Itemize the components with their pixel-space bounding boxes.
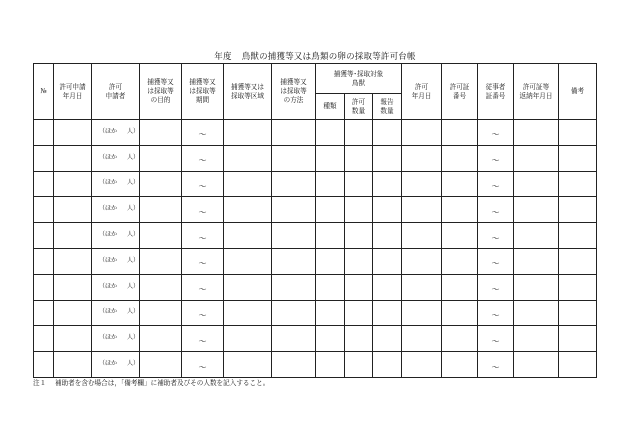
header-target-group: 捕獲等･採取対象 鳥獣 — [316, 64, 402, 94]
cell-period[interactable] — [182, 120, 224, 146]
footnote-number: 注１ — [33, 379, 47, 387]
cell-permit-date[interactable] — [402, 300, 442, 326]
cell-worker-cert-no[interactable] — [478, 248, 514, 274]
range-tilde-mark: ～ — [198, 362, 207, 372]
cell-remarks[interactable] — [559, 352, 597, 378]
cell-target-kind[interactable] — [316, 145, 345, 171]
cell-application-date[interactable] — [54, 145, 92, 171]
range-tilde-mark: ～ — [491, 259, 500, 269]
range-tilde-mark: ～ — [491, 362, 500, 372]
applicant-others-note: （ほか 人） — [99, 282, 140, 290]
cell-period[interactable] — [182, 300, 224, 326]
cell-period[interactable] — [182, 223, 224, 249]
cell-target-kind[interactable] — [316, 197, 345, 223]
header-applicant: 許可 申請者 — [92, 64, 140, 120]
range-tilde-mark: ～ — [491, 181, 500, 191]
header-target-kind: 種類 — [316, 94, 345, 120]
cell-target-permit-qty[interactable] — [345, 120, 373, 146]
cell-purpose[interactable] — [140, 197, 182, 223]
range-tilde-mark: ～ — [198, 233, 207, 243]
cell-method[interactable] — [272, 223, 316, 249]
applicant-others-note: （ほか 人） — [99, 308, 140, 316]
cell-remarks[interactable] — [559, 300, 597, 326]
cell-permit-cert-no[interactable] — [442, 120, 478, 146]
cell-no[interactable] — [34, 145, 54, 171]
cell-purpose[interactable] — [140, 326, 182, 352]
cell-cert-return-date[interactable] — [514, 352, 559, 378]
cell-permit-cert-no[interactable] — [442, 326, 478, 352]
cell-permit-date[interactable] — [402, 171, 442, 197]
title-main: 鳥獣の捕獲等又は鳥類の卵の採取等許可台帳 — [241, 52, 416, 62]
header-application-date: 許可申請 年月日 — [54, 64, 92, 120]
ledger-body — [34, 120, 597, 378]
cell-applicant[interactable] — [92, 300, 140, 326]
cell-area[interactable] — [224, 145, 272, 171]
cell-application-date[interactable] — [54, 274, 92, 300]
cell-period[interactable] — [182, 352, 224, 378]
table-row — [34, 197, 597, 223]
applicant-others-note: （ほか 人） — [99, 153, 140, 161]
cell-target-report-qty[interactable] — [373, 171, 402, 197]
header-permit-date: 許可 年月日 — [402, 64, 442, 120]
cell-purpose[interactable] — [140, 300, 182, 326]
cell-target-report-qty[interactable] — [373, 197, 402, 223]
cell-no[interactable] — [34, 248, 54, 274]
cell-target-kind[interactable] — [316, 274, 345, 300]
footnote — [33, 377, 269, 387]
cell-target-report-qty[interactable] — [373, 300, 402, 326]
cell-target-kind[interactable] — [316, 120, 345, 146]
cell-target-report-qty[interactable] — [373, 145, 402, 171]
cell-cert-return-date[interactable] — [514, 223, 559, 249]
cell-target-kind[interactable] — [316, 171, 345, 197]
cell-application-date[interactable] — [54, 326, 92, 352]
cell-application-date[interactable] — [54, 171, 92, 197]
applicant-others-note: （ほか 人） — [99, 334, 140, 342]
applicant-others-note: （ほか 人） — [99, 127, 140, 135]
cell-cert-return-date[interactable] — [514, 248, 559, 274]
cell-target-kind[interactable] — [316, 352, 345, 378]
cell-period[interactable] — [182, 145, 224, 171]
cell-applicant[interactable] — [92, 326, 140, 352]
range-tilde-mark: ～ — [491, 310, 500, 320]
cell-worker-cert-no[interactable] — [478, 171, 514, 197]
applicant-others-note: （ほか 人） — [99, 205, 140, 213]
table-row — [34, 120, 597, 146]
header-worker-cert-no: 従事者 証番号 — [478, 64, 514, 120]
cell-method[interactable] — [272, 248, 316, 274]
cell-area[interactable] — [224, 120, 272, 146]
cell-remarks[interactable] — [559, 326, 597, 352]
cell-cert-return-date[interactable] — [514, 274, 559, 300]
cell-applicant[interactable] — [92, 352, 140, 378]
range-tilde-mark: ～ — [198, 285, 207, 295]
cell-permit-cert-no[interactable] — [442, 171, 478, 197]
cell-no[interactable] — [34, 120, 54, 146]
cell-area[interactable] — [224, 197, 272, 223]
cell-purpose[interactable] — [140, 248, 182, 274]
cell-purpose[interactable] — [140, 223, 182, 249]
cell-application-date[interactable] — [54, 197, 92, 223]
cell-target-kind[interactable] — [316, 300, 345, 326]
cell-application-date[interactable] — [54, 352, 92, 378]
range-tilde-mark: ～ — [491, 130, 500, 140]
range-tilde-mark: ～ — [491, 285, 500, 295]
cell-worker-cert-no[interactable] — [478, 197, 514, 223]
header-purpose: 捕獲等又 は採取等 の目的 — [140, 64, 182, 120]
cell-applicant[interactable] — [92, 197, 140, 223]
cell-target-report-qty[interactable] — [373, 223, 402, 249]
cell-target-permit-qty[interactable] — [345, 197, 373, 223]
cell-remarks[interactable] — [559, 120, 597, 146]
cell-target-kind[interactable] — [316, 223, 345, 249]
cell-remarks[interactable] — [559, 274, 597, 300]
cell-period[interactable] — [182, 171, 224, 197]
cell-method[interactable] — [272, 171, 316, 197]
cell-period[interactable] — [182, 326, 224, 352]
cell-target-permit-qty[interactable] — [345, 326, 373, 352]
header-method: 捕獲等又 は採取等 の方法 — [272, 64, 316, 120]
cell-no[interactable] — [34, 197, 54, 223]
cell-permit-date[interactable] — [402, 352, 442, 378]
cell-period[interactable] — [182, 274, 224, 300]
cell-applicant[interactable] — [92, 171, 140, 197]
cell-permit-cert-no[interactable] — [442, 352, 478, 378]
cell-no[interactable] — [34, 223, 54, 249]
ledger-title — [0, 50, 630, 62]
range-tilde-mark: ～ — [491, 233, 500, 243]
cell-target-permit-qty[interactable] — [345, 248, 373, 274]
cell-target-permit-qty[interactable] — [345, 145, 373, 171]
cell-target-report-qty[interactable] — [373, 274, 402, 300]
cell-applicant[interactable] — [92, 120, 140, 146]
cell-applicant[interactable] — [92, 248, 140, 274]
cell-permit-cert-no[interactable] — [442, 197, 478, 223]
cell-area[interactable] — [224, 300, 272, 326]
cell-period[interactable] — [182, 197, 224, 223]
cell-no[interactable] — [34, 326, 54, 352]
cell-purpose[interactable] — [140, 145, 182, 171]
cell-purpose[interactable] — [140, 274, 182, 300]
cell-target-report-qty[interactable] — [373, 120, 402, 146]
cell-period[interactable] — [182, 248, 224, 274]
cell-worker-cert-no[interactable] — [478, 326, 514, 352]
cell-purpose[interactable] — [140, 120, 182, 146]
cell-area[interactable] — [224, 223, 272, 249]
cell-target-permit-qty[interactable] — [345, 274, 373, 300]
cell-no[interactable] — [34, 352, 54, 378]
cell-method[interactable] — [272, 352, 316, 378]
cell-cert-return-date[interactable] — [514, 326, 559, 352]
applicant-others-note: （ほか 人） — [99, 360, 140, 368]
header-target-permit-qty: 許可 数量 — [345, 94, 373, 120]
cell-target-permit-qty[interactable] — [345, 352, 373, 378]
applicant-others-note: （ほか 人） — [99, 231, 140, 239]
cell-application-date[interactable] — [54, 120, 92, 146]
range-tilde-mark: ～ — [491, 336, 500, 346]
cell-cert-return-date[interactable] — [514, 197, 559, 223]
table-row — [34, 248, 597, 274]
cell-target-report-qty[interactable] — [373, 326, 402, 352]
table-row — [34, 300, 597, 326]
table-row — [34, 145, 597, 171]
title-year: 年度 — [214, 52, 232, 62]
cell-permit-cert-no[interactable] — [442, 223, 478, 249]
cell-permit-date[interactable] — [402, 326, 442, 352]
cell-target-report-qty[interactable] — [373, 248, 402, 274]
cell-permit-date[interactable] — [402, 248, 442, 274]
header-area: 捕獲等又は 採取等区域 — [224, 64, 272, 120]
cell-worker-cert-no[interactable] — [478, 274, 514, 300]
cell-worker-cert-no[interactable] — [478, 145, 514, 171]
cell-no[interactable] — [34, 274, 54, 300]
range-tilde-mark: ～ — [198, 336, 207, 346]
cell-permit-cert-no[interactable] — [442, 300, 478, 326]
cell-permit-date[interactable] — [402, 223, 442, 249]
cell-cert-return-date[interactable] — [514, 171, 559, 197]
cell-application-date[interactable] — [54, 300, 92, 326]
cell-permit-date[interactable] — [402, 120, 442, 146]
range-tilde-mark: ～ — [198, 310, 207, 320]
cell-remarks[interactable] — [559, 223, 597, 249]
range-tilde-mark: ～ — [198, 156, 207, 166]
permit-ledger-table — [33, 63, 597, 378]
range-tilde-mark: ～ — [198, 181, 207, 191]
cell-target-kind[interactable] — [316, 248, 345, 274]
cell-applicant[interactable] — [92, 145, 140, 171]
header-remarks: 備考 — [559, 64, 597, 120]
cell-permit-cert-no[interactable] — [442, 145, 478, 171]
table-row — [34, 274, 597, 300]
cell-remarks[interactable] — [559, 171, 597, 197]
footnote-text: 補助者を含む場合は，「備考欄」に補助者及びその人数を記入すること。 — [55, 379, 270, 387]
cell-application-date[interactable] — [54, 248, 92, 274]
cell-remarks[interactable] — [559, 197, 597, 223]
applicant-others-note: （ほか 人） — [99, 179, 140, 187]
cell-permit-date[interactable] — [402, 274, 442, 300]
cell-worker-cert-no[interactable] — [478, 120, 514, 146]
cell-no[interactable] — [34, 171, 54, 197]
cell-permit-cert-no[interactable] — [442, 274, 478, 300]
cell-application-date[interactable] — [54, 223, 92, 249]
range-tilde-mark: ～ — [491, 156, 500, 166]
table-row — [34, 223, 597, 249]
range-tilde-mark: ～ — [198, 207, 207, 217]
cell-cert-return-date[interactable] — [514, 120, 559, 146]
cell-method[interactable] — [272, 300, 316, 326]
cell-target-permit-qty[interactable] — [345, 171, 373, 197]
range-tilde-mark: ～ — [491, 207, 500, 217]
range-tilde-mark: ～ — [198, 130, 207, 140]
cell-area[interactable] — [224, 274, 272, 300]
table-row — [34, 326, 597, 352]
cell-method[interactable] — [272, 120, 316, 146]
cell-worker-cert-no[interactable] — [478, 300, 514, 326]
table-row — [34, 171, 597, 197]
cell-permit-date[interactable] — [402, 145, 442, 171]
cell-method[interactable] — [272, 145, 316, 171]
cell-area[interactable] — [224, 352, 272, 378]
cell-permit-date[interactable] — [402, 197, 442, 223]
range-tilde-mark: ～ — [198, 259, 207, 269]
cell-no[interactable] — [34, 300, 54, 326]
cell-area[interactable] — [224, 326, 272, 352]
header-target-report-qty: 報告 数量 — [373, 94, 402, 120]
cell-target-kind[interactable] — [316, 326, 345, 352]
cell-permit-cert-no[interactable] — [442, 248, 478, 274]
cell-remarks[interactable] — [559, 145, 597, 171]
cell-target-permit-qty[interactable] — [345, 223, 373, 249]
cell-cert-return-date[interactable] — [514, 300, 559, 326]
cell-applicant[interactable] — [92, 223, 140, 249]
cell-worker-cert-no[interactable] — [478, 223, 514, 249]
applicant-others-note: （ほか 人） — [99, 256, 140, 264]
cell-worker-cert-no[interactable] — [478, 352, 514, 378]
cell-method[interactable] — [272, 326, 316, 352]
header-permit-cert-no: 許可証 番号 — [442, 64, 478, 120]
cell-method[interactable] — [272, 197, 316, 223]
header-no: № — [34, 64, 54, 120]
cell-cert-return-date[interactable] — [514, 145, 559, 171]
table-row — [34, 352, 597, 378]
header-period: 捕獲等又 は採取等 期間 — [182, 64, 224, 120]
cell-target-permit-qty[interactable] — [345, 300, 373, 326]
header-cert-return-date: 許可証等 返納年月日 — [514, 64, 559, 120]
cell-area[interactable] — [224, 171, 272, 197]
cell-remarks[interactable] — [559, 248, 597, 274]
cell-method[interactable] — [272, 274, 316, 300]
cell-purpose[interactable] — [140, 352, 182, 378]
cell-area[interactable] — [224, 248, 272, 274]
cell-purpose[interactable] — [140, 171, 182, 197]
cell-applicant[interactable] — [92, 274, 140, 300]
cell-target-report-qty[interactable] — [373, 352, 402, 378]
